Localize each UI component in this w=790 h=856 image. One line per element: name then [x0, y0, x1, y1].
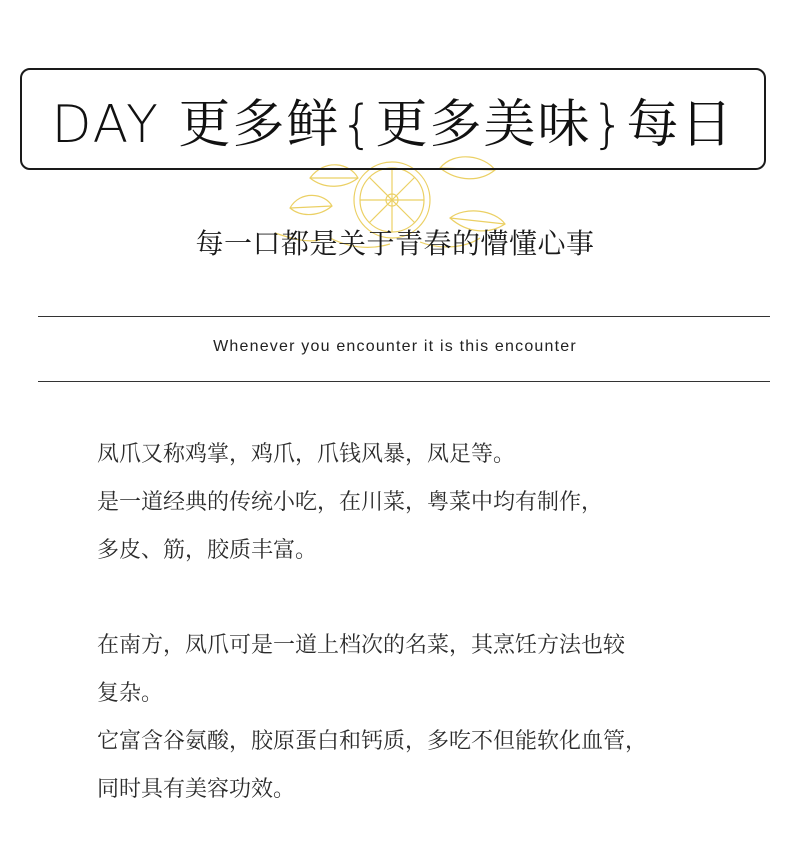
paragraph2-line: 复杂。: [97, 681, 164, 706]
paragraph-gap: [97, 575, 757, 622]
paragraph2-line: 同时具有美容功效。: [97, 777, 296, 802]
divider-bottom: [38, 381, 770, 382]
paragraph1-line: 多皮、筋，胶质丰富。: [97, 538, 318, 563]
title-frame: [20, 68, 766, 170]
page-title: DAY 更多鲜{更多美味}每日: [51, 94, 735, 155]
body-text: [97, 431, 757, 814]
subtitle: 每一口都是关于青春的懵懂心事: [195, 227, 595, 260]
paragraph2-line: 它富含谷氨酸，胶原蛋白和钙质，多吃不但能软化血管，: [97, 729, 648, 754]
tagline: Whenever you encounter it is this encounter: [213, 338, 577, 355]
paragraph1-line: 是一道经典的传统小吃，在川菜，粤菜中均有制作，: [97, 490, 604, 515]
paragraph1-line: 凤爪又称鸡掌，鸡爪，爪钱风暴，凤足等。: [97, 442, 516, 467]
divider-top: [38, 316, 770, 317]
paragraph2-line: 在南方，凤爪可是一道上档次的名菜，其烹饪方法也较: [97, 633, 626, 658]
